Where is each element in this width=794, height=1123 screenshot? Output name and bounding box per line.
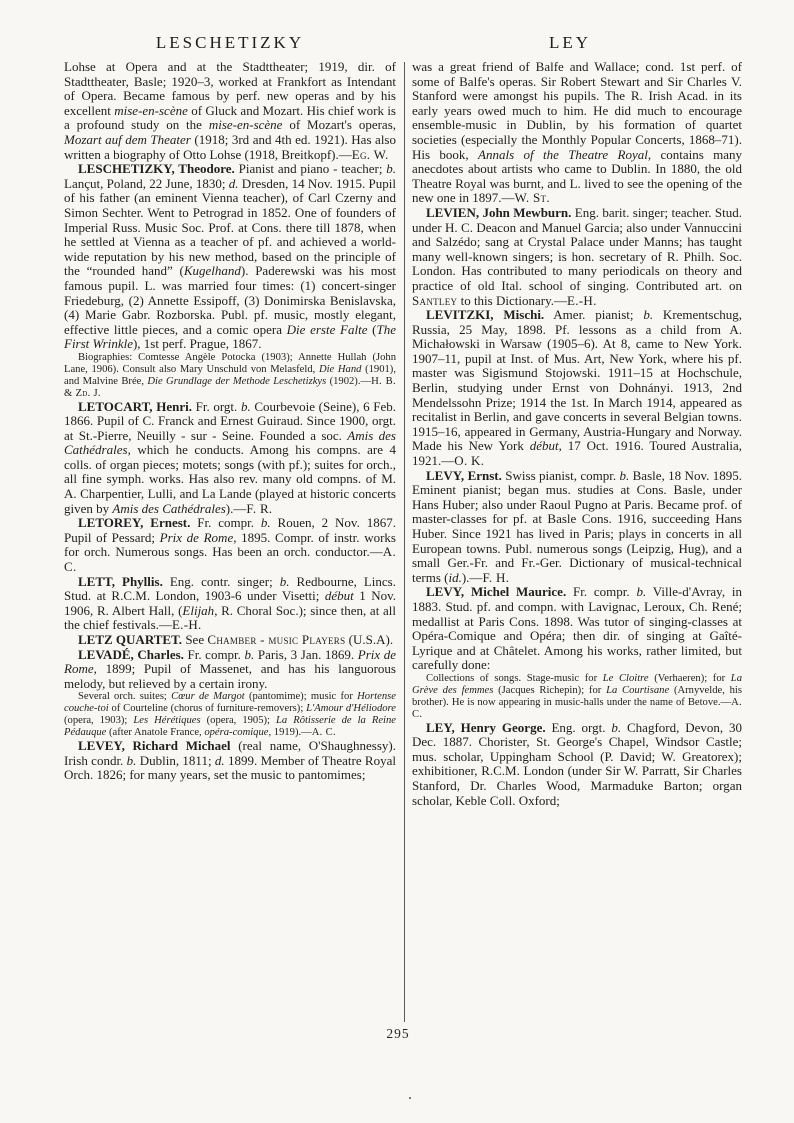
paragraph — [64, 575, 396, 633]
text-segment: to this Dictionary.— — [457, 292, 567, 308]
running-head-left: LESCHETIZKY — [155, 33, 305, 52]
text-segment: Redbourne, Lincs. Stud. at R.C.M. London, 1903-6 under Visetti; — [64, 573, 396, 604]
paragraph — [64, 633, 396, 648]
text-segment: LETOCART, Henri. — [78, 398, 192, 414]
text-segment: of Mozart's operas, — [282, 117, 396, 133]
text-segment: LEVEY, Richard Michael — [78, 738, 231, 753]
text-segment: Eng. contr. singer; — [162, 573, 280, 589]
text-segment: , 1899; Pupil of Massenet, and has his languorous melody, but relieved by a certain irony. — [64, 661, 396, 691]
column-right — [412, 60, 742, 808]
paragraph — [64, 516, 396, 574]
text-segment: La Courtisane — [606, 684, 670, 696]
text-segment: b. — [611, 719, 622, 735]
text-segment: (1901), and Malvine Brée, — [64, 363, 396, 387]
text-segment: LEVITZKI, Mischi. — [426, 307, 545, 323]
text-segment: ), 1st perf. Prague, 1867. — [132, 336, 262, 352]
text-segment: Die Hand — [318, 363, 362, 375]
text-segment: Collections of songs. Stage-music for — [426, 672, 603, 684]
column-divider — [404, 62, 405, 1022]
text-segment: Amis des Cathédrales — [112, 500, 226, 516]
text-segment: Pianist and piano - teacher; — [234, 161, 387, 177]
text-segment: Fr. compr. — [190, 515, 261, 531]
text-segment: LEVADÉ, Charles. — [78, 646, 184, 662]
paragraph — [412, 673, 742, 721]
text-segment: d. — [214, 752, 225, 768]
text-segment: b. — [619, 467, 630, 483]
paragraph — [64, 691, 396, 739]
text-segment: mise-en-scène — [208, 117, 283, 133]
paragraph — [64, 352, 396, 400]
text-segment: Fr. compr. — [566, 584, 637, 600]
text-segment: b. — [279, 573, 290, 589]
text-segment: Annals of the Theatre Royal — [478, 146, 648, 162]
paragraph — [412, 721, 742, 809]
text-segment: LETZ QUARTET. — [78, 632, 183, 647]
paragraph — [64, 60, 396, 162]
text-segment: début — [529, 438, 559, 454]
text-segment: Die erste Falte — [286, 321, 368, 337]
paragraph — [64, 162, 396, 352]
text-segment: ( — [367, 321, 377, 337]
text-segment: (opera, 1903); — [64, 715, 134, 727]
text-segment: Lançut, Poland, 22 June, 1830; — [64, 175, 229, 191]
text-segment: O. K. — [454, 453, 485, 469]
text-segment: (Verhaeren); for — [648, 672, 731, 684]
text-segment: (Arnyvelde, his brother). He is now appearing in music-halls under the name of Betove.— — [412, 684, 742, 708]
text-segment: LEVY, Michel Maurice. — [426, 584, 567, 600]
text-segment: A. C. — [64, 544, 396, 575]
text-segment: (1902).— — [326, 375, 372, 387]
paragraph — [64, 648, 396, 692]
text-segment: LETT, Phyllis. — [78, 573, 163, 589]
text-segment: W. St. — [514, 190, 550, 206]
scan-artifact-dot — [409, 1097, 411, 1099]
text-segment: Amer. pianist; — [544, 307, 644, 323]
text-segment: b. — [240, 398, 251, 414]
text-segment: , which he conducts. Among his compns. are 4 colls. of organ pieces; motets; songs (with pf.); suites for orch., all fine symph. works. Has also rev. many old compns. of M. A. Charpentier, Lulli, and La Lande (played at historic concerts given by — [64, 442, 396, 516]
text-segment: Cœur de Margot — [171, 691, 245, 703]
paragraph — [412, 60, 742, 206]
text-segment: F. H. — [482, 569, 510, 585]
text-segment: b. — [386, 161, 397, 177]
text-segment: Krementschug, Russia, 25 May, 1898. Pf. lessons as a child from A. Michałowski in Warsaw (1905–6). At 8, came to New York. 1907–11, pupil at Inst. of Mus. Art, New York, where his pf. master was Sigismund Stojowski. 1911–15 at Hochschule, Berlin, studying under Ernst von Dohnányi. 1913, 2nd Mendelssohn Prize; 1914 the 1st. In March 1914, appeared as recitalist in Berlin, and gave concerts in several Belgian towns. 1915–16, appeared in Germany, Austria-Hungary and Norway. Made his New York — [412, 307, 742, 454]
text-segment: Lohse at Opera and at the Stadttheater; 1919, dir. of Stadttheater, Basle; 1920–3, worked at Frankfort as Intendant of Opera. Became famous by perf. new operas and by his excellent — [64, 59, 396, 118]
text-segment: E.-H. — [566, 292, 597, 308]
text-segment: ).— — [225, 500, 247, 516]
text-segment: Dublin, 1811; — [136, 752, 215, 768]
text-segment: Dresden, 14 Nov. 1915. Pupil of his father (an eminent Vienna teacher), of Carl Czerny and Simon Sechter. Went to Petrograd in 1852. One of founders of Imperial Russ. Music Soc. Prof. at Cons. there till 1878, when he settled at Vienna as a teacher of pf. and achieved a world-wide reputation by his new method, based on the principle of the “rounded hand” ( — [64, 175, 396, 279]
text-segment: (pantomime); music for — [244, 691, 358, 703]
text-segment: Mozart auf dem Theater — [64, 131, 191, 147]
text-segment: ).— — [461, 569, 483, 585]
text-segment: H. B. & Zd. J. — [64, 375, 396, 399]
text-segment: A. C. — [412, 696, 742, 720]
text-segment: Rouen, 2 Nov. 1867. Pupil of Pessard; — [64, 515, 396, 545]
text-segment: , R. Choral Soc.); since then, at all the chief festivals.— — [64, 602, 396, 633]
text-segment: (after Anatole France, — [106, 727, 205, 739]
text-segment: F. R. — [246, 500, 273, 516]
text-segment: (real name, O'Shaughnessy). Irish condr. — [64, 738, 396, 768]
text-segment: Eg. W. — [351, 146, 389, 162]
text-segment: (1918; 3rd and 4th ed. 1921). Has also written a biography of Otto Lohse (1918, Breitkopf).— — [64, 131, 396, 162]
text-segment: début — [324, 588, 354, 604]
text-segment: Paris, 3 Jan. 1869. — [254, 646, 358, 662]
text-segment: of Gluck and Mozart. His chief work is a profound study on the — [64, 102, 396, 133]
text-segment: Eng. barit. singer; teacher. Stud. under H. C. Deacon and Manuel Garcia; also under Vannuccini and Salzédo; sang at Crystal Palace under Manns; has taught many well-known singers; is hon. secretary of R. Philh. Soc. London. Has contributed to many periodicals on theory and practice of old Ital. school of singing. Contributed art. on — [412, 204, 742, 293]
text-segment: ). Paderewski was his most famous pupil. L. was married four times: (1) concert-singer Friedeburg, (2) Annette Essipoff, (3) Donimirska Benislavska, (4) Marie Gabr. Rozborska. Publ. pf. music, mostly elegant, effective little pieces, and a comic opera — [64, 263, 396, 337]
text-segment: (U.S.A). — [345, 632, 394, 647]
text-segment: , 17 Oct. 1916. Toured Australia, 1921.— — [412, 438, 743, 469]
text-segment: Le Cloitre — [602, 672, 649, 684]
text-segment: LEVIEN, John Mewburn. — [426, 204, 572, 220]
paragraph — [64, 739, 396, 783]
text-segment: d. — [228, 175, 239, 191]
text-segment: , 1919).— — [268, 727, 312, 739]
paragraph — [64, 400, 396, 517]
text-segment: L'Amour d'Héliodore — [306, 703, 396, 715]
paragraph — [412, 585, 742, 673]
text-segment: Elijah — [182, 602, 215, 618]
text-segment: Hortense couche-toi — [64, 691, 396, 715]
text-segment: E.-H. — [171, 617, 202, 633]
text-segment: b. — [126, 752, 137, 768]
text-segment: See — [182, 632, 208, 647]
text-segment: Swiss pianist, compr. — [501, 467, 620, 483]
text-segment: A. C. — [311, 727, 336, 739]
text-segment: id. — [448, 569, 462, 585]
text-segment: mise-en-scène — [114, 102, 188, 118]
text-segment: b. — [643, 307, 654, 323]
text-segment: LEVY, Ernst. — [426, 467, 502, 483]
text-segment: b. — [260, 515, 271, 531]
text-segment: Chagford, Devon, 30 Dec. 1887. Chorister, St. George's Chapel, Windsor Castle; mus. scholar, Uppingham School (P. David; W. Greatorex); exhibitioner, R.C.M. London (under Sir W. Parratt, Sir Charles Stanford, Dr. Charles Wood, Marmaduke Barton; organ scholar, Keble Coll. Oxford; — [412, 719, 743, 808]
page-number: 295 — [386, 1026, 410, 1041]
text-segment: (Jacques Richepin); for — [493, 684, 607, 696]
text-segment: 1899. Member of Theatre Royal Orch. 1826; for many years, set the music to pantomimes; — [64, 752, 396, 783]
text-segment: Eng. orgt. — [545, 719, 612, 735]
text-segment: 1 Nov. 1906, R. Albert Hall, ( — [64, 588, 396, 618]
paragraph — [412, 206, 742, 308]
text-segment: b. — [244, 646, 255, 662]
text-segment: Santley — [412, 292, 458, 308]
text-segment: Chamber - music Players — [207, 632, 346, 647]
text-segment: (opera, 1905); — [200, 715, 277, 727]
column-left — [64, 60, 396, 783]
text-segment: was a great friend of Balfe and Wallace; cond. 1st perf. of some of Balfe's operas. Sir Robert Stewart and Sir Charles V. Stanford were amongst his pupils. The R. Irish Acad. in its early years owed much to him. He did much to encourage ensemble-music in Dublin, by his formation of quartet societies (especially the Monthly Popular Concerts, 1868–71). His book, — [412, 59, 742, 162]
text-segment: , 1895. Compr. of instr. works for orch. Numerous songs. Has been an orch. conductor.— — [64, 529, 396, 560]
text-segment: Basle, 18 Nov. 1895. Eminent pianist; began mus. studies at Cons. Basle, under Hans Huber; also under Raoul Pugno at Paris. Became prof. of master-classes for pf. at Basle Cons. 1916, succeeding Hans Huber. Since 1921 has lived in Paris; plays in concerts in all European towns. Publ. numerous songs (Leipzig, Hug), and a small Ger.-Fr. and Fr.-Ger. Dictionary of musical-technical terms ( — [412, 467, 742, 585]
text-segment: Ville-d'Avray, in 1883. Stud. pf. and compn. with Lavignac, Leroux, Ch. René; medallist at Paris Cons. 1898. Was tutor of singing-classes at Opéra-Comique and Opéra; then dir. of singing at Gaîté-Lyrique and at Châtelet. Among his works, rather limited, but carefully done: — [412, 584, 742, 673]
text-segment: LESCHETIZKY, Theodore. — [78, 161, 235, 177]
text-segment: Prix de Rome — [64, 646, 396, 677]
text-segment: Prix de Rome — [159, 529, 234, 545]
text-segment: Biographies: Comtesse Angèle Potocka (1903); Annette Hullah (John Lane, 1906). Consult also Mary Unschuld von Melasfeld, — [64, 351, 396, 375]
text-segment: Fr. orgt. — [191, 398, 241, 414]
text-segment: b. — [636, 584, 647, 600]
text-segment: LETOREY, Ernest. — [78, 515, 191, 531]
text-segment: Courbevoie (Seine), 6 Feb. 1866. Pupil of C. Franck and Ernest Guiraud. Since 1900, orgt. at St.-Pierre, Neuilly - sur - Seine. Founded a soc. — [64, 398, 396, 443]
running-head-right: LEY — [548, 33, 592, 52]
text-segment: Les Hérétiques — [133, 715, 201, 727]
text-segment: Several orch. suites; — [78, 691, 172, 703]
paragraph — [412, 308, 742, 469]
text-segment: Amis des Cathédrales — [64, 427, 396, 458]
text-segment: The First Wrinkle — [64, 321, 396, 352]
text-segment: Kugelhand — [183, 263, 241, 279]
text-segment: of Courteline (chorus of furniture-removers); — [108, 703, 307, 715]
text-segment: opéra-comique — [204, 727, 269, 739]
text-segment: La Grève des femmes — [412, 672, 742, 696]
text-segment: , contains many anecdotes about artists who came to Dublin. In 1880, the old Theatre Royal was burnt, and L. lived to see the opening of the new one in 1897.— — [412, 146, 743, 206]
text-segment: La Rôtisserie de la Reine Pédauque — [64, 715, 396, 739]
paragraph — [412, 469, 742, 586]
text-segment: Die Grundlage der Methode Leschetizkys — [147, 375, 327, 387]
text-segment: LEY, Henry George. — [426, 719, 546, 735]
text-segment: Fr. compr. — [183, 646, 245, 662]
